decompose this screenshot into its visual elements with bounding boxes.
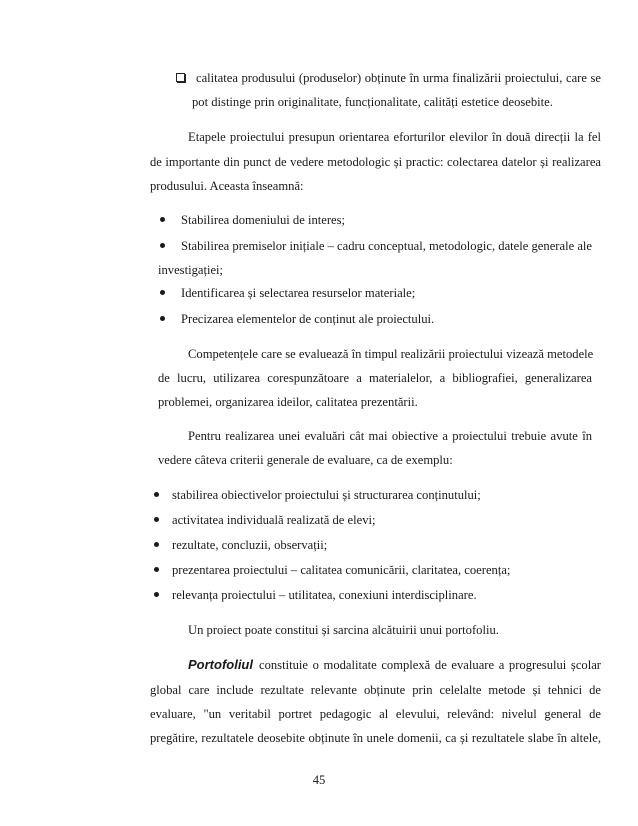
para1-line-2: de importante din punct de vedere metodologic și practic: colectarea datelor și realizarea <box>150 155 601 169</box>
portofoliul-term: Portofoliul <box>188 657 253 672</box>
para2-line-2: de lucru, utilizarea corespunzătoare a materialelor, a bibliografiei, generalizarea <box>158 371 592 385</box>
list2-item-3: rezultate, concluzii, observații; <box>172 538 328 552</box>
para3-line-2: vedere câteva criterii generale de evaluare, ca de exemplu: <box>158 453 453 467</box>
list2-item-2: activitatea individuală realizată de elevi; <box>172 513 376 527</box>
square-bullet-icon <box>176 73 185 82</box>
para5-line-2: global care include rezultate relevante obținute prin celelalte metode și tehnici de <box>150 683 601 697</box>
list1-item-2-line-2: investigației; <box>158 263 224 277</box>
list1-item-1: Stabilirea domeniului de interes; <box>181 213 346 227</box>
para1-line-3: produsului. Aceasta înseamnă: <box>150 179 304 193</box>
para2-line-1: Competențele care se evaluează în timpul realizării proiectului vizează metodele <box>188 347 594 361</box>
para4-line-1: Un proiect poate constitui și sarcina alcătuirii unui portofoliu. <box>188 623 499 637</box>
bullet-icon <box>154 592 159 597</box>
page-number: 45 <box>312 773 326 787</box>
bullet-icon <box>160 217 165 222</box>
para5-line-3: evaluare, "un veritabil portret pedagogic al elevului, relevând: nivelul general de <box>150 707 601 721</box>
bullet-icon <box>154 492 159 497</box>
bullet-icon <box>154 542 159 547</box>
list2-item-4: prezentarea proiectului – calitatea comunicării, claritatea, coerența; <box>172 563 511 577</box>
list2-item-5: relevanța proiectului – utilitatea, conexiuni interdisciplinare. <box>172 588 477 602</box>
bullet-icon <box>154 567 159 572</box>
bullet-icon <box>160 290 165 295</box>
para5-line-1 <box>188 657 601 673</box>
list1-item-4: Precizarea elementelor de conținut ale proiectului. <box>181 312 435 326</box>
bullet-icon <box>160 316 165 321</box>
top-item-line-1: calitatea produsului (produselor) obținute în urma finalizării proiectului, care se <box>196 71 601 85</box>
list1-item-3: Identificarea și selectarea resurselor materiale; <box>181 286 416 300</box>
para5-line-1-rest: constituie o modalitate complexă de evaluare a progresului școlar <box>259 658 601 672</box>
para5-line-4: pregătire, rezultatele deosebite obținute în unele domenii, ca și rezultatele slabe în altele, <box>150 731 601 745</box>
para2-line-3: problemei, organizarea ideilor, calitatea prezentării. <box>158 395 418 409</box>
para3-line-1: Pentru realizarea unei evaluări cât mai obiective a proiectului trebuie avute în <box>188 429 592 443</box>
bullet-icon <box>160 243 165 248</box>
list1-item-2-line-1: Stabilirea premiselor inițiale – cadru conceptual, metodologic, datele generale ale <box>181 239 592 253</box>
para1-line-1: Etapele proiectului presupun orientarea eforturilor elevilor în două direcții la fel <box>188 130 601 144</box>
list2-item-1: stabilirea obiectivelor proiectului și structurarea conținutului; <box>172 488 481 502</box>
top-item-line-2: pot distinge prin originalitate, funcționalitate, calități estetice deosebite. <box>192 95 553 109</box>
bullet-icon <box>154 517 159 522</box>
